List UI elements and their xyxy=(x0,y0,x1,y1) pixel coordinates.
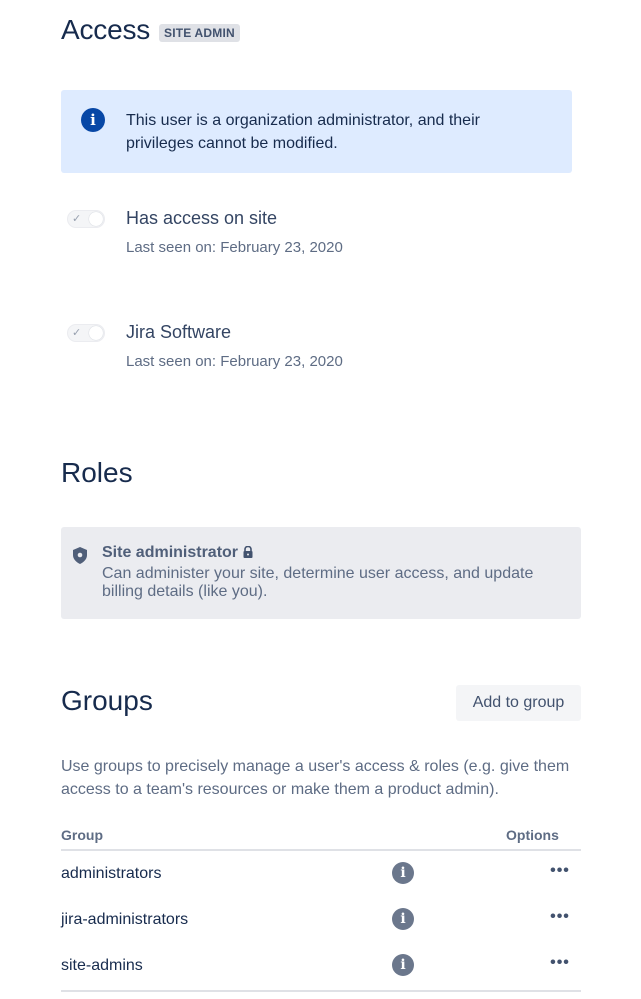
toggle-knob xyxy=(89,326,103,340)
site-access-toggle[interactable] xyxy=(67,210,105,228)
groups-description: Use groups to precisely manage a user's access & roles (e.g. give them access to a team's resources or make them a product admin). xyxy=(61,758,570,798)
check-icon: ✓ xyxy=(72,213,82,225)
more-options-button[interactable]: ••• xyxy=(550,908,570,925)
info-icon[interactable]: i xyxy=(392,908,414,930)
column-header-options: Options xyxy=(506,827,559,843)
group-name: site-admins xyxy=(61,957,143,974)
site-access-last-seen: Last seen on: February 23, 2020 xyxy=(126,239,343,256)
more-options-button[interactable]: ••• xyxy=(550,954,570,971)
table-row xyxy=(61,898,581,944)
jira-software-title: Jira Software xyxy=(126,322,232,342)
group-name: jira-administrators xyxy=(61,911,189,928)
lock-icon xyxy=(243,546,253,558)
shield-icon xyxy=(73,547,87,564)
add-to-group-button[interactable]: Add to group xyxy=(456,685,581,721)
info-icon[interactable]: i xyxy=(392,954,414,976)
site-access-title: Has access on site xyxy=(126,208,278,228)
group-name: administrators xyxy=(61,865,162,882)
info-banner-text: This user is a organization administrator, and their privileges cannot be modified. xyxy=(126,112,480,152)
role-card xyxy=(61,527,581,619)
info-icon[interactable]: i xyxy=(392,862,414,884)
table-row xyxy=(61,944,581,990)
role-title-row xyxy=(102,544,253,562)
info-banner xyxy=(61,90,572,173)
role-description: Can administer your site, determine user access, and update billing details (like you). xyxy=(102,565,534,600)
table-row xyxy=(61,852,581,898)
jira-software-toggle[interactable] xyxy=(67,324,105,342)
jira-software-last-seen: Last seen on: February 23, 2020 xyxy=(126,353,343,370)
access-heading: Access xyxy=(61,14,151,45)
column-header-group[interactable]: Group xyxy=(61,827,103,843)
toggle-knob xyxy=(89,212,103,226)
table-bottom-divider xyxy=(61,990,581,992)
groups-heading: Groups xyxy=(61,685,153,716)
info-icon: i xyxy=(81,108,105,132)
more-options-button[interactable]: ••• xyxy=(550,862,570,879)
table-header-divider xyxy=(61,849,581,851)
check-icon: ✓ xyxy=(72,327,82,339)
site-admin-badge: SITE ADMIN xyxy=(159,24,240,42)
role-title: Site administrator xyxy=(102,544,239,561)
roles-heading: Roles xyxy=(61,457,133,488)
